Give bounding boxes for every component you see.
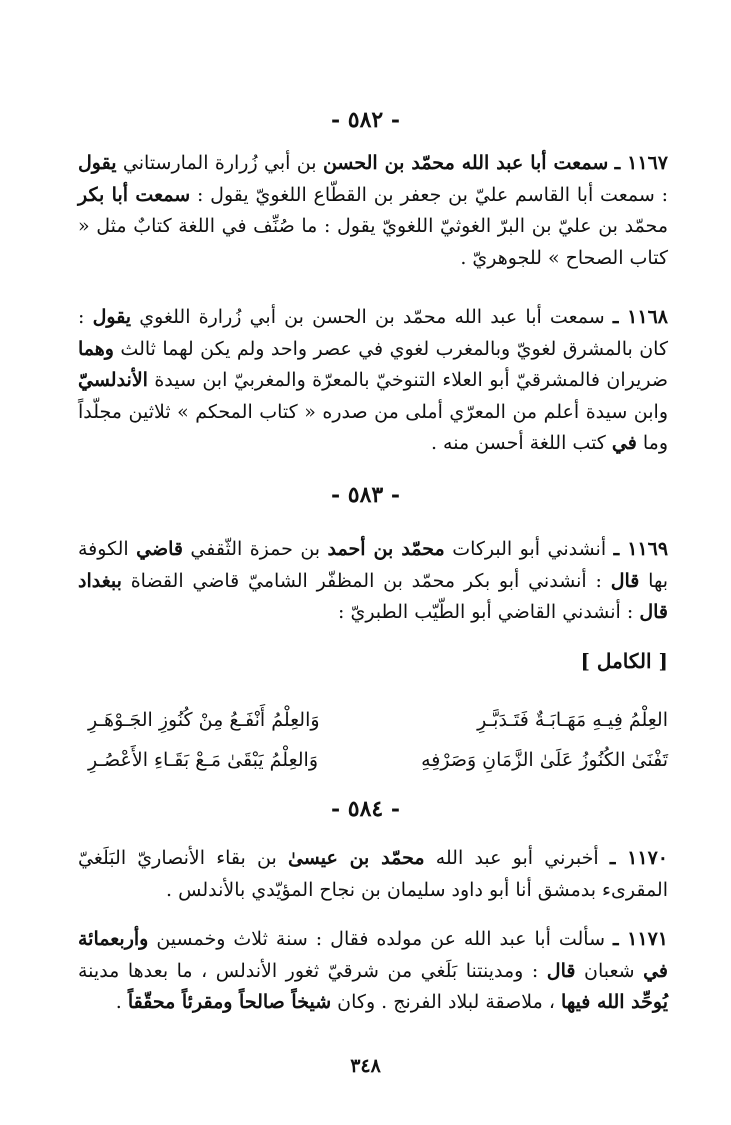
entry-number: ١١٧١ ـ — [613, 928, 668, 950]
entry-text: : أنشدني القاضي أبو الطّيّب الطبريّ : — [338, 601, 640, 623]
entry-text: : ومدينتنا بَلَغي من شرقيّ ثغور الأندلس ، ما بعدها مدينة — [78, 959, 547, 982]
entry-bold-text: محمّد بن عيسىٰ — [287, 847, 425, 869]
entry-1167 — [78, 148, 668, 274]
entry-bold-text: يقول — [92, 306, 132, 328]
entry-number: ١١٧٠ ـ — [609, 847, 668, 869]
hemistich-right: تَفْنَىٰ الكُنُوزُ عَلَىٰ الزَّمَانِ وَصَرْفِهِ — [421, 749, 668, 771]
entry-text: كتب اللغة أحسن منه . — [430, 432, 612, 454]
entry-bold-text: يقول — [78, 152, 117, 174]
entry-text: وابن سيدة أعلم من المعرّي أملى من صدره « كتاب المحكم » ثلاثين مجلّداً وما — [78, 400, 668, 454]
entry-number: ١١٦٩ ـ — [613, 538, 669, 560]
entry-text: . — [115, 991, 128, 1013]
poem — [88, 700, 668, 780]
entry-text: بن بقاء الأنصاريّ البَلَغيّ المقرىء بدمشق أنا أبو داود سليمان بن نجاح المؤيّدي بالأندلس . — [78, 847, 668, 901]
entry-1170 — [78, 843, 668, 906]
hemistich-left: وَالعِلْمُ أَنْفَـعُ مِنْ كُنُوزِ الجَـوْهَـرِ — [88, 709, 320, 731]
entry-number: ١١٦٧ ـ — [614, 152, 668, 174]
entry-bold-text: في — [611, 432, 637, 454]
section-header-582: - ٥٨٢ - — [330, 107, 401, 133]
entry-text: الكوفة بها — [78, 538, 668, 592]
entry-bold-text: شيخاً صالحاً ومقرئاً محقّقاً — [127, 991, 332, 1013]
entry-bold-text: قال — [610, 569, 640, 592]
entry-text: : أنشدني أبو بكر محمّد بن المظفّر الشاميّ قاضي القضاة — [121, 569, 611, 592]
entry-number: ١١٦٨ ـ — [612, 306, 668, 328]
entry-bold-text: محمّد بن الحسن — [322, 152, 455, 174]
entry-bold-text: يُوحِّد الله فيها — [561, 991, 668, 1013]
poem-line — [88, 700, 668, 740]
entry-1171 — [78, 924, 668, 1019]
poem-meter: [ الكامل ] — [580, 649, 668, 673]
entry-bold-text: سمعت أبا بكر — [78, 183, 191, 206]
entry-text: سمعت أبا عبد الله محمّد بن الحسن بن أبي زُرارة اللغوي — [131, 306, 605, 328]
entry-text: سمعت أبا عبد الله — [454, 152, 609, 174]
entry-text: سألت أبا عبد الله عن مولده فقال : سنة ثلاث وخمسين — [148, 928, 606, 950]
entry-1168 — [78, 302, 668, 460]
entry-text: شعبان — [575, 959, 644, 982]
entry-text: : كان بالمشرق لغويّ وبالمغرب لغوي في عصر واحد ولم يكن لهما ثالث — [78, 306, 668, 360]
entry-1169 — [78, 534, 668, 629]
entry-text: أخبرني أبو عبد الله — [424, 847, 599, 869]
entry-text: ضريران فالمشرقيّ أبو العلاء التنوخيّ بالمعرّة والمغربيّ ابن سيدة — [147, 369, 668, 391]
entry-text: أنشدني أبو البركات — [444, 538, 607, 560]
entry-text: ، ملاصقة لبلاد الفرنج . وكان — [331, 991, 562, 1013]
entry-text: محمّد بن عليّ بن البرّ الغوثيّ اللغويّ يقول : ما صُنِّف في اللغة كتابٌ مثل « كتاب الصحاح » للجوهريّ . — [78, 215, 668, 269]
section-header-584: - ٥٨٤ - — [330, 796, 401, 822]
entry-text: بن حمزة الثّقفي — [182, 538, 328, 560]
entry-bold-text: ببغداد قال — [78, 569, 668, 623]
entry-bold-text: الأندلسيّ — [78, 369, 148, 391]
section-header-583: - ٥٨٣ - — [330, 482, 401, 508]
hemistich-right: العِلْمُ فِيـهِ مَهَـابَـةٌ فَتَـدَبَّـرِ — [477, 709, 668, 731]
entry-bold-text: محمّد بن أحمد — [327, 538, 445, 560]
page-number: ٣٤٨ — [350, 1055, 381, 1077]
entry-bold-text: وأربعمائة في — [78, 928, 669, 982]
entry-text: : سمعت أبا القاسم عليّ بن جعفر بن القطّاع اللغويّ يقول : — [190, 183, 668, 206]
entry-bold-text: قاضي — [136, 538, 183, 560]
entry-bold-text: وهما — [78, 337, 114, 360]
entry-bold-text: قال — [546, 959, 576, 982]
hemistich-left: وَالعِلْمُ يَبْقَىٰ مَـعْ بَقَـاءِ الأَعْصُـرِ — [88, 749, 318, 771]
poem-line — [88, 740, 668, 780]
entry-text: بن أبي زُرارة المارستاني — [116, 152, 323, 174]
